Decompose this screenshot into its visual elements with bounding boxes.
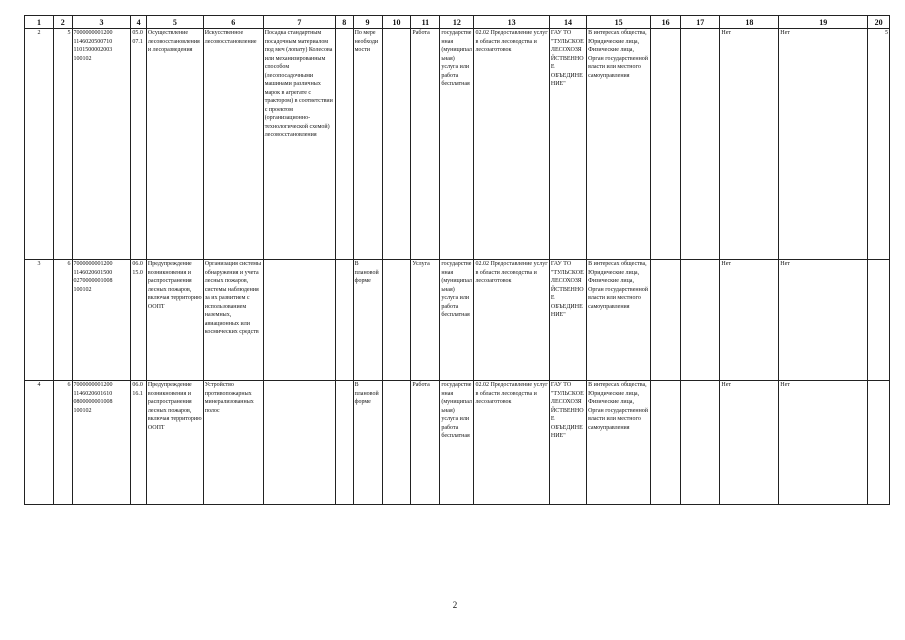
registry-table xyxy=(24,15,890,505)
column-header: 19 xyxy=(779,16,868,29)
table-cell: 06.015.0 xyxy=(131,260,147,381)
column-header: 1 xyxy=(25,16,54,29)
table-cell: В плановой форме xyxy=(353,260,382,381)
column-header: 20 xyxy=(868,16,890,29)
organization-cell: ГАУ ТО "ТУЛЬСКОЕ ЛЕСОХОЗЯЙСТВЕННОЕ ОБЪЕДИНЕНИЕ" xyxy=(549,381,586,505)
table-cell: государственная (муниципальная) услуга или работа бесплатная xyxy=(440,260,474,381)
row-number: 2 xyxy=(25,29,54,260)
row-number: 4 xyxy=(25,381,54,505)
table-cell xyxy=(681,29,720,260)
service-name: Осуществление лесовосстановления и лесоразведения xyxy=(146,29,203,260)
table-cell: В интересах общества, Юридические лица, Физические лица, Орган государственной власти или местного самоуправления xyxy=(587,260,651,381)
table-cell: 06.016.1 xyxy=(131,381,147,505)
table-cell: В интересах общества, Юридические лица, Физические лица, Орган государственной власти или местного самоуправления xyxy=(587,381,651,505)
column-header: 13 xyxy=(474,16,549,29)
table-cell: 6 xyxy=(53,260,72,381)
registry-code: 7000000001200 1146020601610 0800000001008 100102 xyxy=(72,381,131,505)
table-cell xyxy=(681,381,720,505)
table-row xyxy=(25,260,890,381)
service-name: Предупреждение возникновения и распространения лесных пожаров, включая территорию ООПТ xyxy=(146,381,203,505)
table-cell xyxy=(382,381,411,505)
table-cell: Устройство противопожарных минерализованных полос xyxy=(203,381,263,505)
table-cell: По мере необходимости xyxy=(353,29,382,260)
service-name: Предупреждение возникновения и распространения лесных пожаров, включая территорию ООПТ xyxy=(146,260,203,381)
organization-cell: ГАУ ТО "ТУЛЬСКОЕ ЛЕСОХОЗЯЙСТВЕННОЕ ОБЪЕДИНЕНИЕ" xyxy=(549,260,586,381)
table-cell: Посадка стандартным посадочным материалом под меч (лопату) Колесова или механизированным способом (лесопосадочными машинами различных марок в агрегате с трактором) в соответствии с проектом (организационно-технологической схемой) лесовосстановления xyxy=(263,29,335,260)
column-header: 7 xyxy=(263,16,335,29)
table-cell: 02.02 Предоставление услуг в области лесоводства и лесозаготовок xyxy=(474,260,549,381)
table-cell xyxy=(681,260,720,381)
table-cell: В интересах общества, Юридические лица, Физические лица, Орган государственной власти или местного самоуправления xyxy=(587,29,651,260)
column-header: 16 xyxy=(651,16,681,29)
table-cell: В плановой форме xyxy=(353,381,382,505)
column-header: 11 xyxy=(411,16,440,29)
table-cell: Нет xyxy=(720,29,779,260)
table-cell: 5 xyxy=(53,29,72,260)
table-cell xyxy=(868,260,890,381)
column-header: 14 xyxy=(549,16,586,29)
table-cell xyxy=(263,381,335,505)
column-header: 8 xyxy=(336,16,354,29)
table-cell: 05.007.1 xyxy=(131,29,147,260)
table-cell: Нет xyxy=(779,260,868,381)
row-number: 3 xyxy=(25,260,54,381)
header-row xyxy=(25,16,890,29)
organization-cell: ГАУ ТО "ТУЛЬСКОЕ ЛЕСОХОЗЯЙСТВЕННОЕ ОБЪЕДИНЕНИЕ" xyxy=(549,29,586,260)
column-header: 15 xyxy=(587,16,651,29)
column-header: 2 xyxy=(53,16,72,29)
table-cell: Нет xyxy=(720,381,779,505)
column-header: 10 xyxy=(382,16,411,29)
column-header: 18 xyxy=(720,16,779,29)
table-cell xyxy=(336,29,354,260)
table-cell: 02.02 Предоставление услуг в области лесоводства и лесозаготовок xyxy=(474,381,549,505)
table-cell xyxy=(382,29,411,260)
registry-code: 7000000001200 1146020500710 1101500002003 100102 xyxy=(72,29,131,260)
table-cell: 5 xyxy=(868,29,890,260)
table-cell: Работа xyxy=(411,381,440,505)
table-cell xyxy=(336,381,354,505)
table-cell: Услуга xyxy=(411,260,440,381)
table-cell xyxy=(651,29,681,260)
table-cell: 02.02 Предоставление услуг в области лесоводства и лесозаготовок xyxy=(474,29,549,260)
table-cell xyxy=(382,260,411,381)
table-cell: Организация системы обнаружения и учета лесных пожаров, системы наблюдения за их развитием с использованием наземных, авиационных или космических средств xyxy=(203,260,263,381)
column-header: 3 xyxy=(72,16,131,29)
table-cell: государственная (муниципальная) услуга или работа бесплатная xyxy=(440,381,474,505)
table-cell: 6 xyxy=(53,381,72,505)
column-header: 9 xyxy=(353,16,382,29)
column-header: 6 xyxy=(203,16,263,29)
column-header: 17 xyxy=(681,16,720,29)
column-header: 12 xyxy=(440,16,474,29)
table-cell: государственная (муниципальная) услуга или работа бесплатная xyxy=(440,29,474,260)
table-cell xyxy=(651,381,681,505)
table-cell: Работа xyxy=(411,29,440,260)
table-cell: Искусственное лесовосстановление xyxy=(203,29,263,260)
table-row xyxy=(25,381,890,505)
table-cell: Нет xyxy=(720,260,779,381)
table-cell xyxy=(263,260,335,381)
column-header: 5 xyxy=(146,16,203,29)
registry-code: 7000000001200 1146020601500 0270000001008 100102 xyxy=(72,260,131,381)
table-cell xyxy=(868,381,890,505)
table-cell xyxy=(651,260,681,381)
page-number: 2 xyxy=(452,600,458,610)
table-cell: Нет xyxy=(779,381,868,505)
table-cell: Нет xyxy=(779,29,868,260)
column-header: 4 xyxy=(131,16,147,29)
table-cell xyxy=(336,260,354,381)
table-row xyxy=(25,29,890,260)
